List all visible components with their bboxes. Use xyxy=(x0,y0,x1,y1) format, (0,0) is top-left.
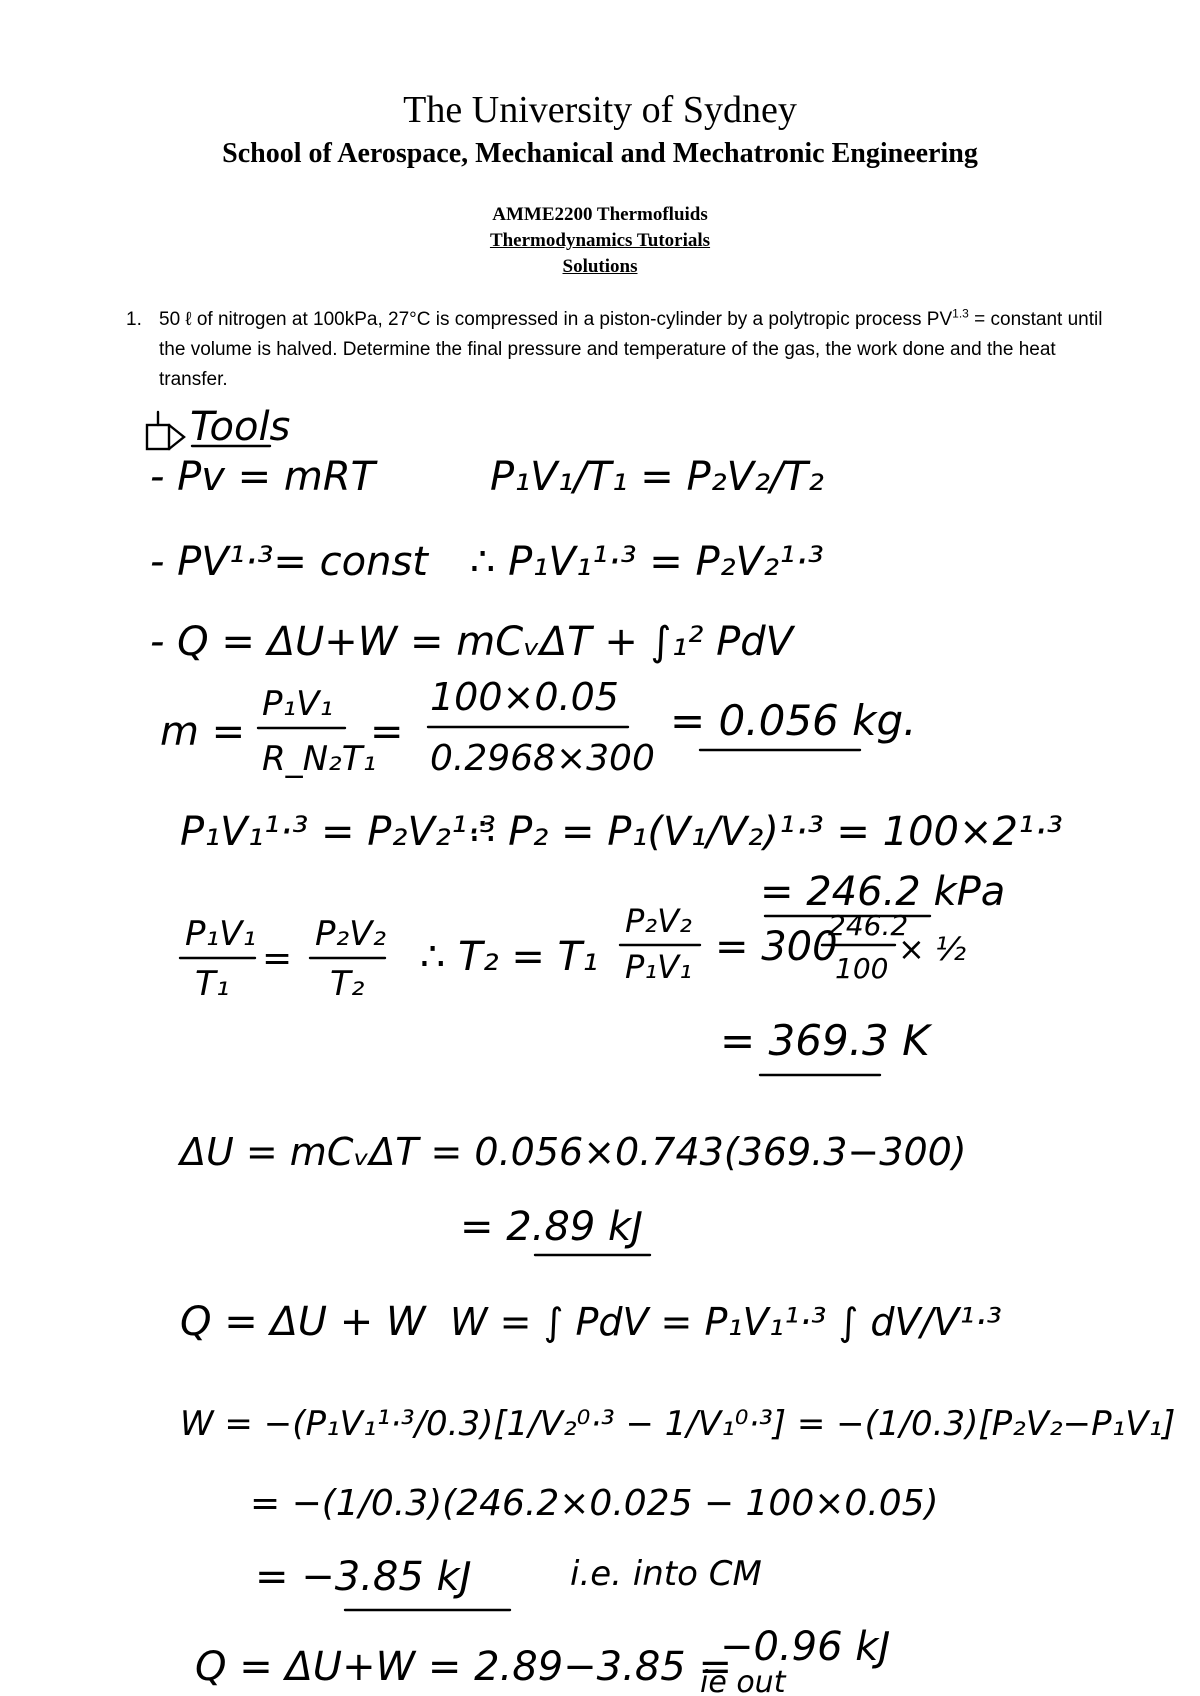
course-title: AMME2200 Thermofluids xyxy=(492,204,708,225)
mass-numerator: 100×0.05 xyxy=(430,675,619,719)
temp-val-num: 246.2 xyxy=(828,909,909,942)
university-title: The University of Sydney xyxy=(403,89,797,131)
w-definition: W = ∫ PdV = P₁V₁¹·³ ∫ dV/V¹·³ xyxy=(450,1300,1002,1344)
temp-mid-den: T₂ xyxy=(330,964,365,1004)
temp-times-half: × ½ xyxy=(898,930,966,968)
w-values: = −(1/0.3)(246.2×0.025 − 100×0.05) xyxy=(250,1483,939,1524)
pressure-relation: P₁V₁¹·³ = P₂V₂¹·³ xyxy=(180,809,496,855)
du-equation: ΔU = mCᵥΔT = 0.056×0.743(369.3−300) xyxy=(180,1130,967,1174)
pressure-result: = 246.2 kPa xyxy=(760,869,1006,915)
temp-solution: ∴ T₂ = T₁ xyxy=(420,934,599,980)
tool-polytropic-relation: ∴ P₁V₁¹·³ = P₂V₂¹·³ xyxy=(470,539,824,585)
mass-result: = 0.056 kg. xyxy=(670,696,917,745)
tutorial-title: Thermodynamics Tutorials xyxy=(489,230,711,251)
mass-frac-den: R_N₂T₁ xyxy=(262,739,377,779)
w-result: = −3.85 kJ xyxy=(255,1554,472,1600)
tool-combined-gas: P₁V₁/T₁ = P₂V₂/T₂ xyxy=(490,454,824,500)
temp-val-den: 100 xyxy=(835,952,889,985)
q-note: ie out xyxy=(700,1665,786,1696)
school-title: School of Aerospace, Mechanical and Mechatronic Engineering xyxy=(222,138,978,169)
exponent: 1.3 xyxy=(952,306,969,321)
temp-mid-num: P₂V₂ xyxy=(315,914,387,954)
temp-result: = 369.3 K xyxy=(720,1016,930,1065)
w-integrated: W = −(P₁V₁¹·³/0.3)[1/V₂⁰·³ − 1/V₁⁰·³] = −(1/0.3)[P₂V₂−P₁V₁] xyxy=(180,1404,1176,1444)
temp-values: = 300 xyxy=(715,924,838,970)
question-text: 50 ℓ of nitrogen at 100kPa, 27°C is compressed in a piston-cylinder by a polytropic process $PV^{1.3}$ = constant until the volume is halved. Determine the final pressure and temperature of the gas, the work done and the heat transfer. xyxy=(159,306,1103,390)
q-result: −0.96 kJ xyxy=(720,1624,891,1670)
arrow-box-icon xyxy=(147,412,184,449)
tool-polytropic: - PV¹·³= const xyxy=(150,539,428,585)
w-note: i.e. into CM xyxy=(570,1554,762,1594)
tool-ideal-gas: - Pv = mRT xyxy=(150,454,376,500)
pressure-solution: ∴ P₂ = P₁(V₁/V₂)¹·³ = 100×2¹·³ xyxy=(470,809,1063,855)
temp-equals: = xyxy=(262,938,293,979)
q-final-equation: Q = ΔU+W = 2.89−3.85 = xyxy=(195,1644,732,1690)
mass-denominator: 0.2968×300 xyxy=(430,738,655,779)
solutions-title: Solutions xyxy=(562,256,638,277)
tool-first-law: - Q = ΔU+W = mCᵥΔT + ∫₁² PdV xyxy=(150,619,794,665)
question-number: 1. xyxy=(126,309,142,330)
temp-lhs-den: T₁ xyxy=(195,964,230,1004)
du-result: = 2.89 kJ xyxy=(460,1204,643,1250)
temp-lhs-num: P₁V₁ xyxy=(185,914,257,954)
mass-frac-num: P₁V₁ xyxy=(262,684,334,724)
tools-label: Tools xyxy=(190,404,291,450)
q-definition: Q = ΔU + W xyxy=(180,1299,426,1345)
temp-frac-den: P₁V₁ xyxy=(625,948,692,986)
temp-frac-num: P₂V₂ xyxy=(625,902,692,940)
mass-equals: = xyxy=(370,709,404,755)
mass-lhs: m = xyxy=(160,709,246,755)
